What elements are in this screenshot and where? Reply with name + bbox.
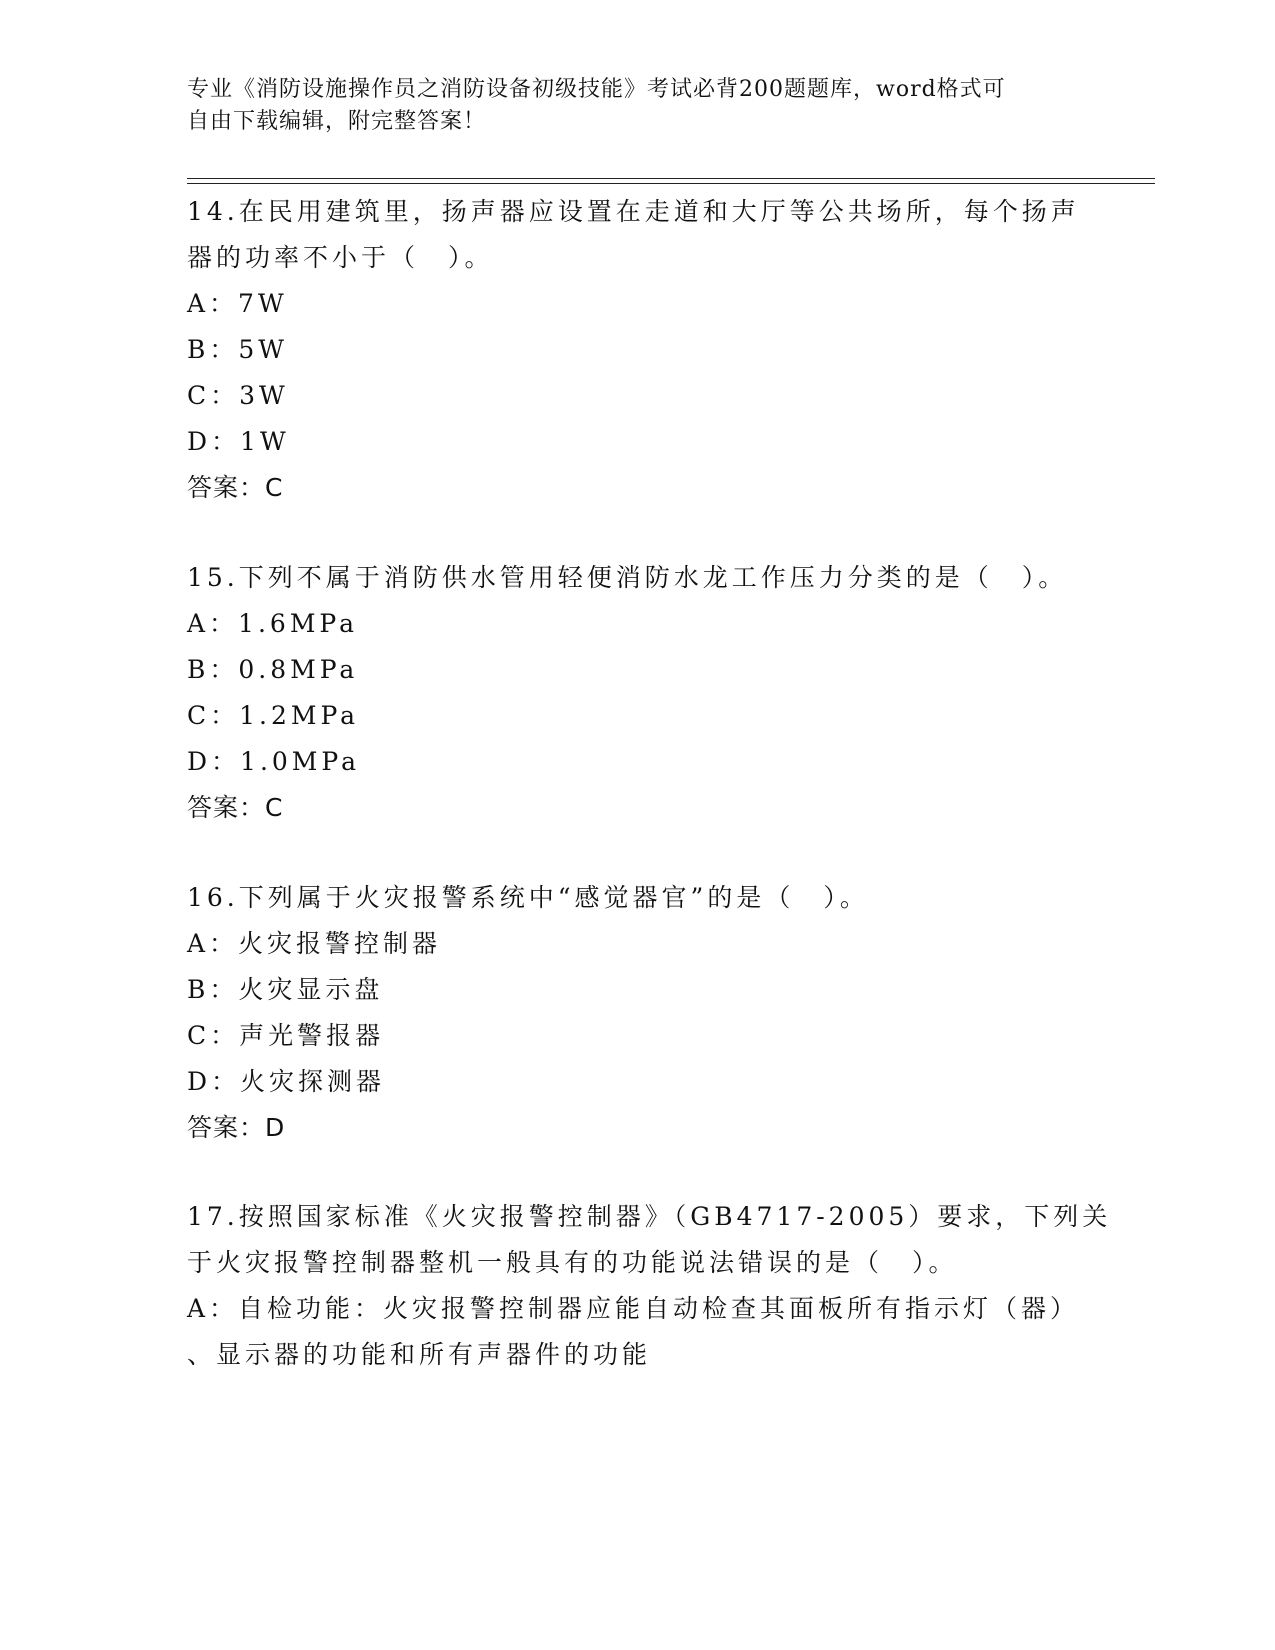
option-c: C：声光警报器	[187, 1021, 385, 1050]
header-divider-bottom	[187, 183, 1155, 184]
question-15	[187, 555, 1087, 831]
option-b: B：5W	[187, 335, 288, 364]
question-stem: 16.下列属于火灾报警系统中“感觉器官”的是（ ）。	[187, 883, 869, 912]
option-b: B：火灾显示盘	[187, 975, 384, 1004]
question-16	[187, 875, 1087, 1151]
option-c: C：3W	[187, 381, 289, 410]
option-a-continued: 、显示器的功能和所有声器件的功能	[187, 1340, 652, 1369]
question-17	[187, 1194, 1112, 1378]
option-d: D：1.0MPa	[187, 747, 361, 776]
option-c: C：1.2MPa	[187, 701, 360, 730]
question-stem: 17.按照国家标准《火灾报警控制器》（GB4717-2005）要求，下列关	[187, 1202, 1112, 1231]
question-stem: 器的功率不小于（ ）。	[187, 243, 494, 272]
answer: 答案：C	[187, 473, 284, 502]
header-line-2: 自由下载编辑，附完整答案！	[187, 109, 487, 134]
option-a: A：火灾报警控制器	[187, 929, 442, 958]
document-header	[187, 74, 1087, 138]
header-divider-top	[187, 178, 1155, 179]
question-stem: 15.下列不属于消防供水管用轻便消防水龙工作压力分类的是（ ）。	[187, 563, 1068, 592]
question-14	[187, 189, 1087, 511]
option-a: A：自检功能：火灾报警控制器应能自动检查其面板所有指示灯（器）	[187, 1294, 1080, 1323]
header-line-1: 专业《消防设施操作员之消防设备初级技能》考试必背200题题库，word格式可	[187, 77, 1006, 102]
option-a: A：1.6MPa	[187, 609, 359, 638]
option-d: D：1W	[187, 427, 290, 456]
option-a: A：7W	[187, 289, 288, 318]
question-stem: 于火灾报警控制器整机一般具有的功能说法错误的是（ ）。	[187, 1248, 958, 1277]
question-stem: 14.在民用建筑里，扬声器应设置在走道和大厅等公共场所，每个扬声	[187, 197, 1080, 226]
answer: 答案：D	[187, 1113, 286, 1142]
option-d: D：火灾探测器	[187, 1067, 386, 1096]
option-b: B：0.8MPa	[187, 655, 359, 684]
answer: 答案：C	[187, 793, 284, 822]
